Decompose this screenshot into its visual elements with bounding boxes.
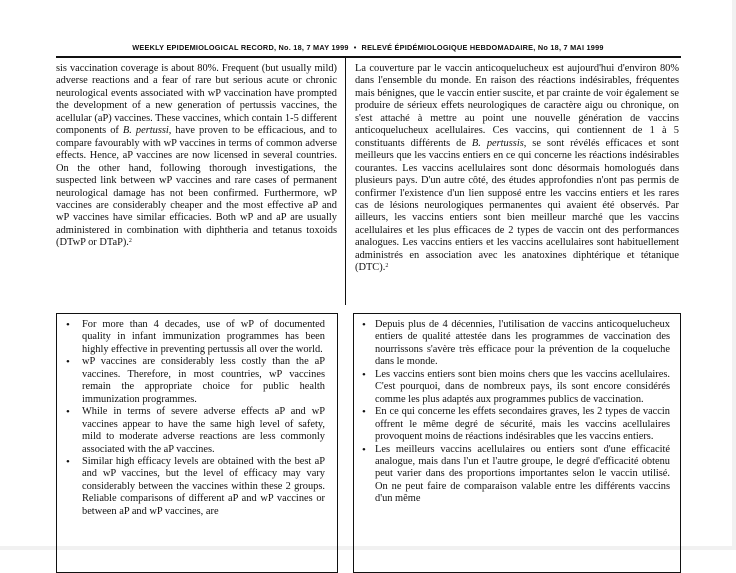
header-french: RELEVÉ ÉPIDÉMIOLOGIQUE HEBDOMADAIRE, No 18, 7 MAI 1999 [361,43,604,52]
french-bullet-item: • Les vaccins entiers sont bien moins chers que les vaccins acellulaires. C'est pourquoi, dans de nombreux pays, ils sont encore considérés comme les plus adaptés aux programmes publics de vaccination. [375,369,670,406]
french-bullet-item: • En ce qui concerne les effets secondaires graves, les 2 types de vaccin offrent le même degré de sécurité, mais les vaccins acellulaires provoquent moins de réactions indésirables que les vaccins entiers. [375,406,670,443]
french-bullet-item: • Depuis plus de 4 décennies, l'utilisation de vaccins anticoquelucheux entiers de qualité attestée dans les programmes de vaccination des nourrissons s'avère très efficace pour la prévention de la coqueluche dans le monde. [375,319,670,369]
french-paragraph-part1: La couverture par le vaccin anticoquelucheux est aujourd'hui d'environ 80% dans l'ensemble du monde. En raison des réactions indésirables, fréquentes mais bénignes, que le vaccin entier suscite, et par crainte de voir également se produire de sérieux effets neurologiques de caractère aigu ou chronique, on s'est attaché à mettre au point une nouvelle génération de vaccins anticoquelucheux acellulaires. Ces vaccins, qui contiennent de 1 à 5 constituants différents de [355,63,679,149]
english-bullet-item: • wP vaccines are considerably less costly than the aP vaccines. Therefore, in most countries, wP vaccines remain the appropriate choice for public health immunization programmes. [82,356,325,406]
english-paragraph [56,63,337,250]
french-footnote-ref: 2 [385,263,389,270]
english-bullet-item: • Similar high efficacy levels are obtained with the best aP and wP vaccines, but the level of efficacy may vary considerably between the vaccines within these 2 groups. Reliable comparisons of different aP and wP vaccines or between aP and wP vaccines, are [82,456,325,518]
english-paragraph-part2: , have proven to be efficacious, and to compare favourably with wP vaccines in terms of common adverse effects. Hence, aP vaccines are now licensed in several countries. On the other hand, following thorough investigations, the suspected link between wP vaccines and rare cases of permanent neurological damage has not been confirmed. Furthermore, wP vaccines are considerably cheaper and the most effective aP and wP vaccines have similar efficacies. Both wP and aP are usually administered in combination with diphtheria and tetanus toxoids (DTwP or DTaP). [56,125,337,249]
english-footnote-ref: 2 [128,238,132,245]
header-separator: • [353,43,357,52]
english-bullet-item: • While in terms of severe adverse effects aP and wP vaccines appear to have the same high level of safety, mild to moderate adverse reactions are less commonly associated with the aP vaccines. [82,406,325,456]
english-summary-box [56,313,338,573]
english-paragraph-part1: sis vaccination coverage is about 80%. Frequent (but usually mild) adverse reactions and a fear of rare but serious acute or chronic neurological events associated with wP vaccination have prompted the development of a new generation of pertussis vaccines, the acellular (aP) vaccines. These vaccines, which contain 1-5 different components of [56,63,337,137]
french-paragraph-italic: B. pertussis [471,137,524,149]
english-bullet-list [57,314,337,518]
french-paragraph-part2: , se sont révélés efficaces et sont meilleurs que les vaccins entiers en ce qui concerne les réactions indésirables courantes. Les vaccins acellulaires sont donc désormais homologués dans plusieurs pays. D'un autre côté, des études approfondies n'ont pas permis de confirmer l'existence d'un lien supposé entre les vaccins entiers et les rares cas de lésions neurologiques permanentes qui avaient été observés. Par ailleurs, les vaccins entiers sont bien meilleur marché que les vaccins acellulaires et les plus efficaces de 2 types de vaccin ont des performances analogues. Les vaccins entiers et les vaccins acellulaires sont habituellement administrés en association avec les anatoxines diphtérique et tétanique (DTC). [355,137,679,274]
header-english: WEEKLY EPIDEMIOLOGICAL RECORD, No. 18, 7 MAY 1999 [132,43,349,52]
english-bullet-item: • For more than 4 decades, use of wP of documented quality in infant immunization programmes has been highly effective in preventing pertussis all over the world. [82,319,325,356]
french-bullet-item: • Les meilleurs vaccins acellulaires ou entiers sont d'une efficacité analogue, mais dans l'un et l'autre groupe, le degré d'efficacité obtenu peut varier dans des proportions importantes selon le vaccin utilisé. On ne peut faire de comparaison valable entre les différents vaccins d'un même [375,444,670,506]
window-edge-right [732,0,736,550]
column-divider [345,58,346,305]
french-paragraph [355,63,679,275]
header-rule [56,56,681,58]
page-header [0,43,736,52]
french-bullet-list [354,314,680,506]
french-summary-box [353,313,681,573]
english-paragraph-italic: B. pertussi [122,125,169,137]
